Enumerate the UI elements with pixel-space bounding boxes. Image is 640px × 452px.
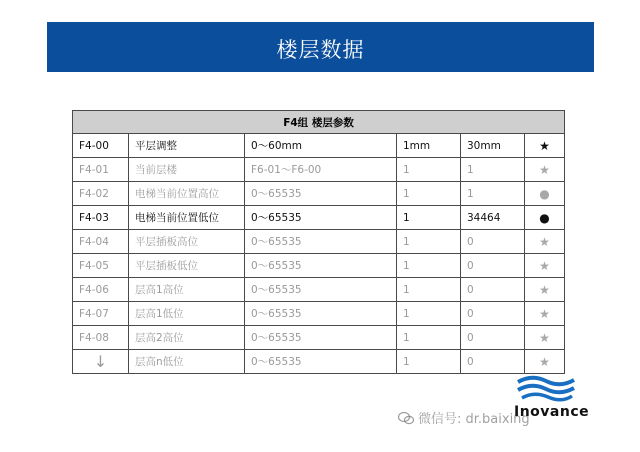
param-attribute: ★: [525, 278, 565, 302]
param-name: 电梯当前位置高位: [129, 182, 245, 206]
parameter-table: [72, 110, 565, 374]
param-unit: 1: [397, 206, 461, 230]
param-default: 1: [461, 158, 525, 182]
table-row: [73, 254, 565, 278]
param-unit: 1: [397, 278, 461, 302]
param-code: ↓: [73, 350, 129, 374]
param-range: 0～65535: [245, 182, 397, 206]
param-range: 0～65535: [245, 350, 397, 374]
wechat-icon: [398, 411, 414, 425]
inovance-logo: [508, 372, 618, 432]
param-name: 平层插板低位: [129, 254, 245, 278]
table-caption: F4组 楼层参数: [73, 111, 565, 134]
param-unit: 1: [397, 254, 461, 278]
param-code: F4-07: [73, 302, 129, 326]
param-default: 1: [461, 182, 525, 206]
param-range: 0～65535: [245, 230, 397, 254]
table-row: [73, 350, 565, 374]
param-unit: 1: [397, 158, 461, 182]
param-default: 34464: [461, 206, 525, 230]
param-code: F4-02: [73, 182, 129, 206]
param-name: 电梯当前位置低位: [129, 206, 245, 230]
param-code: F4-05: [73, 254, 129, 278]
table-row: [73, 134, 565, 158]
param-range: 0～65535: [245, 254, 397, 278]
param-default: 0: [461, 302, 525, 326]
param-code: F4-06: [73, 278, 129, 302]
param-default: 0: [461, 326, 525, 350]
watermark-text: 微信号: dr.baixing: [418, 412, 530, 427]
table-row: [73, 278, 565, 302]
param-name: 层高1高位: [129, 278, 245, 302]
param-name: 平层调整: [129, 134, 245, 158]
table-header-row: [73, 111, 565, 134]
param-attribute: ★: [525, 302, 565, 326]
param-attribute: ★: [525, 350, 565, 374]
param-range: 0～65535: [245, 326, 397, 350]
param-unit: 1: [397, 182, 461, 206]
param-name: 平层插板高位: [129, 230, 245, 254]
title-banner: [47, 22, 594, 72]
param-attribute: ★: [525, 134, 565, 158]
param-code: F4-04: [73, 230, 129, 254]
param-range: 0～60mm: [245, 134, 397, 158]
param-attribute: ●: [525, 182, 565, 206]
param-default: 0: [461, 350, 525, 374]
table-row: [73, 326, 565, 350]
param-name: 层高2高位: [129, 326, 245, 350]
table-row: [73, 158, 565, 182]
table-row: [73, 206, 565, 230]
param-code: F4-03: [73, 206, 129, 230]
param-code: F4-01: [73, 158, 129, 182]
param-default: 30mm: [461, 134, 525, 158]
param-attribute: ●: [525, 206, 565, 230]
wave-logo-icon: [514, 372, 584, 404]
table-row: [73, 230, 565, 254]
param-default: 0: [461, 254, 525, 278]
param-unit: 1: [397, 230, 461, 254]
param-code: F4-08: [73, 326, 129, 350]
param-default: 0: [461, 278, 525, 302]
param-attribute: ★: [525, 254, 565, 278]
param-attribute: ★: [525, 158, 565, 182]
param-unit: 1: [397, 326, 461, 350]
logo-text: Inovance: [514, 404, 590, 420]
param-range: 0～65535: [245, 206, 397, 230]
param-attribute: ★: [525, 230, 565, 254]
param-name: 层高1低位: [129, 302, 245, 326]
table-row: [73, 302, 565, 326]
param-range: 0～65535: [245, 278, 397, 302]
param-range: F6-01～F6-00: [245, 158, 397, 182]
param-unit: 1mm: [397, 134, 461, 158]
param-range: 0～65535: [245, 302, 397, 326]
param-default: 0: [461, 230, 525, 254]
table-row: [73, 182, 565, 206]
param-unit: 1: [397, 350, 461, 374]
param-attribute: ★: [525, 326, 565, 350]
param-name: 当前层楼: [129, 158, 245, 182]
param-code: F4-00: [73, 134, 129, 158]
param-name: 层高n低位: [129, 350, 245, 374]
param-unit: 1: [397, 302, 461, 326]
page-title: 楼层数据: [276, 38, 365, 62]
